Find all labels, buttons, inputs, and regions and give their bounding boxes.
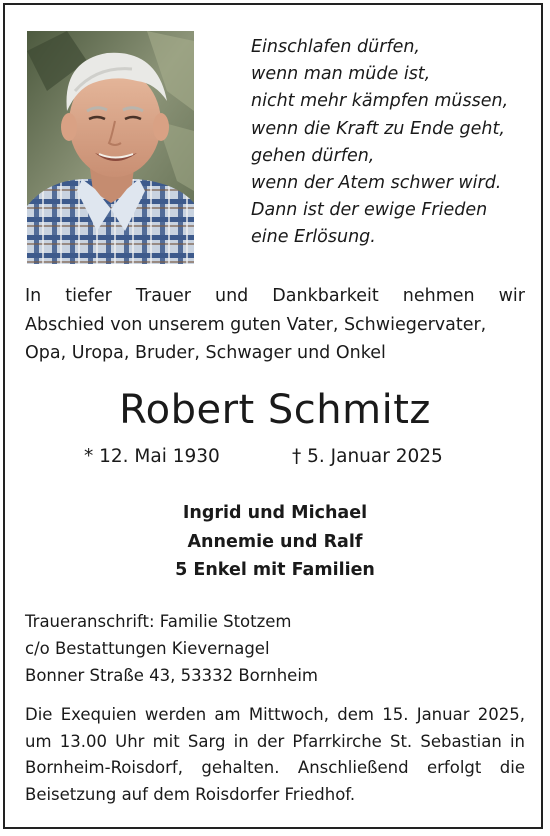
poem-line: wenn der Atem schwer wird. [251, 173, 502, 194]
mourning-address [25, 608, 318, 689]
funeral-notice [25, 702, 525, 808]
poem [251, 34, 531, 252]
poem-line: wenn man müde ist, [251, 64, 431, 85]
poem-line: wenn die Kraft zu Ende geht, [251, 118, 505, 139]
poem-line: eine Erlösung. [251, 227, 376, 248]
portrait-photo [27, 31, 194, 264]
poem-line: gehen dürfen, [251, 145, 375, 166]
notice-line: Bornheim-Roisdorf, gehalten. Anschließend erfolgt die [25, 758, 525, 777]
mourners-list [0, 499, 550, 585]
address-line: Traueranschrift: Familie Stotzem [25, 612, 292, 631]
intro-text [25, 282, 525, 368]
poem-line: Dann ist der ewige Frieden [251, 200, 488, 221]
death-date: † 5. Januar 2025 [292, 446, 443, 467]
intro-line: Opa, Uropa, Bruder, Schwager und Onkel [25, 343, 386, 363]
poem-line: Einschlafen dürfen, [251, 37, 420, 57]
birth-date: * 12. Mai 1930 [84, 446, 220, 467]
mourner-line: 5 Enkel mit Familien [175, 560, 375, 580]
mourner-line: Annemie und Ralf [187, 531, 363, 552]
poem-line: nicht mehr kämpfen müssen, [251, 91, 509, 112]
notice-line: Die Exequien werden am Mittwoch, dem 15. Januar 2025, [25, 705, 525, 724]
address-line: c/o Bestattungen Kievernagel [25, 639, 270, 658]
mourner-line: Ingrid und Michael [182, 503, 368, 523]
notice-line: Beisetzung auf dem Roisdorfer Friedhof. [25, 784, 356, 804]
address-line: Bonner Straße 43, 53332 Bornheim [25, 666, 318, 685]
deceased-name: Robert Schmitz [119, 387, 431, 433]
notice-line: um 13.00 Uhr mit Sarg in der Pfarrkirche St. Sebastian in [25, 731, 525, 751]
intro-line: Abschied von unserem guten Vater, Schwiegervater, [25, 314, 487, 335]
intro-line: In tiefer Trauer und Dankbarkeit nehmen wir [25, 286, 525, 306]
